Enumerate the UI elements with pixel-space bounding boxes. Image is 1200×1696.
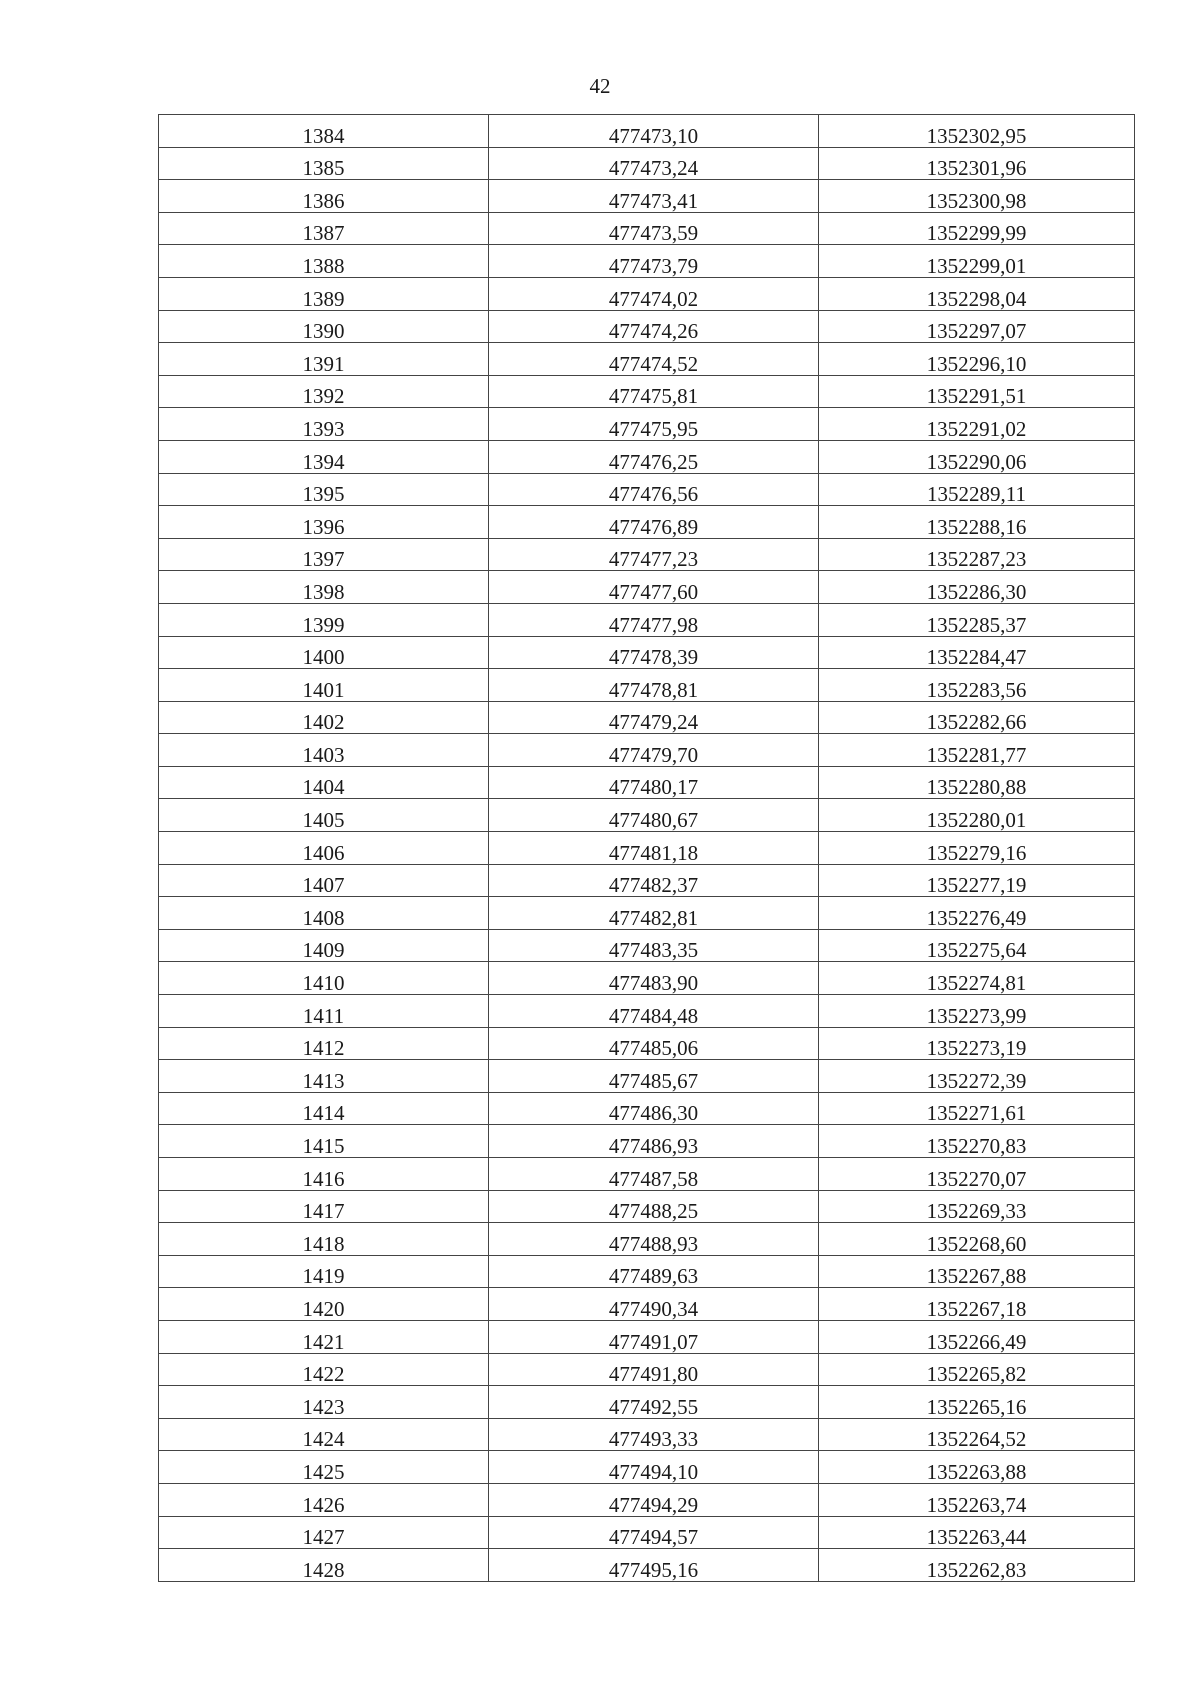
x-coordinate-cell: 477474,26 [489, 310, 819, 343]
point-number-cell: 1413 [159, 1060, 489, 1093]
point-number-cell: 1424 [159, 1418, 489, 1451]
x-coordinate-cell: 477495,16 [489, 1549, 819, 1582]
point-number-cell: 1410 [159, 962, 489, 995]
x-coordinate-cell: 477477,23 [489, 538, 819, 571]
y-coordinate-cell: 1352275,64 [819, 929, 1135, 962]
y-coordinate-cell: 1352301,96 [819, 147, 1135, 180]
point-number-cell: 1401 [159, 669, 489, 702]
table-row [159, 603, 1135, 636]
point-number-cell: 1389 [159, 277, 489, 310]
point-number-cell: 1406 [159, 832, 489, 865]
coordinates-table [158, 114, 1135, 1582]
y-coordinate-cell: 1352286,30 [819, 571, 1135, 604]
table-row [159, 343, 1135, 376]
coordinates-table-body [159, 115, 1135, 1582]
y-coordinate-cell: 1352296,10 [819, 343, 1135, 376]
table-row [159, 929, 1135, 962]
x-coordinate-cell: 477486,93 [489, 1125, 819, 1158]
point-number-cell: 1416 [159, 1158, 489, 1191]
x-coordinate-cell: 477494,57 [489, 1516, 819, 1549]
y-coordinate-cell: 1352280,01 [819, 799, 1135, 832]
x-coordinate-cell: 477474,02 [489, 277, 819, 310]
point-number-cell: 1411 [159, 995, 489, 1028]
y-coordinate-cell: 1352290,06 [819, 440, 1135, 473]
point-number-cell: 1427 [159, 1516, 489, 1549]
table-row [159, 440, 1135, 473]
point-number-cell: 1412 [159, 1027, 489, 1060]
point-number-cell: 1402 [159, 701, 489, 734]
y-coordinate-cell: 1352269,33 [819, 1190, 1135, 1223]
table-row [159, 1092, 1135, 1125]
table-row [159, 1451, 1135, 1484]
x-coordinate-cell: 477485,67 [489, 1060, 819, 1093]
y-coordinate-cell: 1352300,98 [819, 180, 1135, 213]
table-row [159, 1255, 1135, 1288]
y-coordinate-cell: 1352279,16 [819, 832, 1135, 865]
point-number-cell: 1393 [159, 408, 489, 441]
point-number-cell: 1386 [159, 180, 489, 213]
y-coordinate-cell: 1352299,01 [819, 245, 1135, 278]
y-coordinate-cell: 1352265,16 [819, 1386, 1135, 1419]
point-number-cell: 1405 [159, 799, 489, 832]
x-coordinate-cell: 477480,17 [489, 766, 819, 799]
y-coordinate-cell: 1352267,88 [819, 1255, 1135, 1288]
x-coordinate-cell: 477494,10 [489, 1451, 819, 1484]
table-row [159, 375, 1135, 408]
y-coordinate-cell: 1352289,11 [819, 473, 1135, 506]
point-number-cell: 1426 [159, 1483, 489, 1516]
table-row [159, 1223, 1135, 1256]
table-row [159, 277, 1135, 310]
table-row [159, 701, 1135, 734]
y-coordinate-cell: 1352298,04 [819, 277, 1135, 310]
y-coordinate-cell: 1352273,99 [819, 995, 1135, 1028]
x-coordinate-cell: 477494,29 [489, 1483, 819, 1516]
x-coordinate-cell: 477481,18 [489, 832, 819, 865]
point-number-cell: 1425 [159, 1451, 489, 1484]
y-coordinate-cell: 1352265,82 [819, 1353, 1135, 1386]
point-number-cell: 1395 [159, 473, 489, 506]
y-coordinate-cell: 1352285,37 [819, 603, 1135, 636]
y-coordinate-cell: 1352283,56 [819, 669, 1135, 702]
x-coordinate-cell: 477473,59 [489, 212, 819, 245]
point-number-cell: 1400 [159, 636, 489, 669]
x-coordinate-cell: 477477,98 [489, 603, 819, 636]
y-coordinate-cell: 1352270,07 [819, 1158, 1135, 1191]
x-coordinate-cell: 477488,93 [489, 1223, 819, 1256]
point-number-cell: 1384 [159, 115, 489, 148]
table-row [159, 245, 1135, 278]
y-coordinate-cell: 1352263,44 [819, 1516, 1135, 1549]
table-row [159, 1516, 1135, 1549]
y-coordinate-cell: 1352291,02 [819, 408, 1135, 441]
y-coordinate-cell: 1352270,83 [819, 1125, 1135, 1158]
point-number-cell: 1394 [159, 440, 489, 473]
table-row [159, 1418, 1135, 1451]
point-number-cell: 1392 [159, 375, 489, 408]
table-row [159, 1125, 1135, 1158]
y-coordinate-cell: 1352268,60 [819, 1223, 1135, 1256]
table-row [159, 1483, 1135, 1516]
table-row [159, 310, 1135, 343]
x-coordinate-cell: 477479,70 [489, 734, 819, 767]
x-coordinate-cell: 477482,37 [489, 864, 819, 897]
point-number-cell: 1420 [159, 1288, 489, 1321]
point-number-cell: 1415 [159, 1125, 489, 1158]
y-coordinate-cell: 1352263,88 [819, 1451, 1135, 1484]
x-coordinate-cell: 477478,81 [489, 669, 819, 702]
point-number-cell: 1423 [159, 1386, 489, 1419]
x-coordinate-cell: 477475,81 [489, 375, 819, 408]
y-coordinate-cell: 1352264,52 [819, 1418, 1135, 1451]
table-row [159, 1353, 1135, 1386]
table-row [159, 147, 1135, 180]
point-number-cell: 1397 [159, 538, 489, 571]
x-coordinate-cell: 477492,55 [489, 1386, 819, 1419]
table-row [159, 180, 1135, 213]
table-row [159, 832, 1135, 865]
point-number-cell: 1387 [159, 212, 489, 245]
table-row [159, 766, 1135, 799]
point-number-cell: 1388 [159, 245, 489, 278]
x-coordinate-cell: 477476,25 [489, 440, 819, 473]
point-number-cell: 1385 [159, 147, 489, 180]
table-row [159, 571, 1135, 604]
point-number-cell: 1421 [159, 1320, 489, 1353]
point-number-cell: 1390 [159, 310, 489, 343]
x-coordinate-cell: 477473,10 [489, 115, 819, 148]
point-number-cell: 1407 [159, 864, 489, 897]
point-number-cell: 1398 [159, 571, 489, 604]
point-number-cell: 1428 [159, 1549, 489, 1582]
y-coordinate-cell: 1352276,49 [819, 897, 1135, 930]
point-number-cell: 1408 [159, 897, 489, 930]
table-row [159, 864, 1135, 897]
x-coordinate-cell: 477473,79 [489, 245, 819, 278]
table-row [159, 1027, 1135, 1060]
y-coordinate-cell: 1352263,74 [819, 1483, 1135, 1516]
x-coordinate-cell: 477484,48 [489, 995, 819, 1028]
table-row [159, 734, 1135, 767]
point-number-cell: 1414 [159, 1092, 489, 1125]
y-coordinate-cell: 1352282,66 [819, 701, 1135, 734]
x-coordinate-cell: 477476,56 [489, 473, 819, 506]
point-number-cell: 1399 [159, 603, 489, 636]
table-row [159, 506, 1135, 539]
point-number-cell: 1391 [159, 343, 489, 376]
table-row [159, 408, 1135, 441]
x-coordinate-cell: 477478,39 [489, 636, 819, 669]
table-row [159, 669, 1135, 702]
table-row [159, 1158, 1135, 1191]
table-row [159, 995, 1135, 1028]
table-row [159, 1288, 1135, 1321]
x-coordinate-cell: 477473,24 [489, 147, 819, 180]
y-coordinate-cell: 1352291,51 [819, 375, 1135, 408]
y-coordinate-cell: 1352262,83 [819, 1549, 1135, 1582]
x-coordinate-cell: 477488,25 [489, 1190, 819, 1223]
x-coordinate-cell: 477475,95 [489, 408, 819, 441]
x-coordinate-cell: 477493,33 [489, 1418, 819, 1451]
y-coordinate-cell: 1352266,49 [819, 1320, 1135, 1353]
table-row [159, 1320, 1135, 1353]
table-row [159, 1386, 1135, 1419]
table-row [159, 115, 1135, 148]
x-coordinate-cell: 477480,67 [489, 799, 819, 832]
y-coordinate-cell: 1352271,61 [819, 1092, 1135, 1125]
x-coordinate-cell: 477483,35 [489, 929, 819, 962]
x-coordinate-cell: 477485,06 [489, 1027, 819, 1060]
y-coordinate-cell: 1352284,47 [819, 636, 1135, 669]
point-number-cell: 1419 [159, 1255, 489, 1288]
point-number-cell: 1409 [159, 929, 489, 962]
y-coordinate-cell: 1352272,39 [819, 1060, 1135, 1093]
x-coordinate-cell: 477474,52 [489, 343, 819, 376]
y-coordinate-cell: 1352287,23 [819, 538, 1135, 571]
table-row [159, 636, 1135, 669]
x-coordinate-cell: 477473,41 [489, 180, 819, 213]
page-number: 42 [589, 74, 611, 98]
table-row [159, 1060, 1135, 1093]
y-coordinate-cell: 1352281,77 [819, 734, 1135, 767]
y-coordinate-cell: 1352277,19 [819, 864, 1135, 897]
table-row [159, 473, 1135, 506]
table-row [159, 962, 1135, 995]
table-row [159, 1549, 1135, 1582]
x-coordinate-cell: 477490,34 [489, 1288, 819, 1321]
table-row [159, 799, 1135, 832]
y-coordinate-cell: 1352273,19 [819, 1027, 1135, 1060]
x-coordinate-cell: 477486,30 [489, 1092, 819, 1125]
x-coordinate-cell: 477477,60 [489, 571, 819, 604]
point-number-cell: 1417 [159, 1190, 489, 1223]
point-number-cell: 1422 [159, 1353, 489, 1386]
y-coordinate-cell: 1352274,81 [819, 962, 1135, 995]
x-coordinate-cell: 477489,63 [489, 1255, 819, 1288]
x-coordinate-cell: 477491,07 [489, 1320, 819, 1353]
y-coordinate-cell: 1352267,18 [819, 1288, 1135, 1321]
x-coordinate-cell: 477479,24 [489, 701, 819, 734]
y-coordinate-cell: 1352299,99 [819, 212, 1135, 245]
table-row [159, 538, 1135, 571]
table-row [159, 897, 1135, 930]
table-row [159, 1190, 1135, 1223]
point-number-cell: 1403 [159, 734, 489, 767]
table-row [159, 212, 1135, 245]
y-coordinate-cell: 1352302,95 [819, 115, 1135, 148]
x-coordinate-cell: 477476,89 [489, 506, 819, 539]
point-number-cell: 1418 [159, 1223, 489, 1256]
x-coordinate-cell: 477482,81 [489, 897, 819, 930]
y-coordinate-cell: 1352280,88 [819, 766, 1135, 799]
point-number-cell: 1396 [159, 506, 489, 539]
x-coordinate-cell: 477487,58 [489, 1158, 819, 1191]
x-coordinate-cell: 477483,90 [489, 962, 819, 995]
x-coordinate-cell: 477491,80 [489, 1353, 819, 1386]
y-coordinate-cell: 1352288,16 [819, 506, 1135, 539]
point-number-cell: 1404 [159, 766, 489, 799]
y-coordinate-cell: 1352297,07 [819, 310, 1135, 343]
